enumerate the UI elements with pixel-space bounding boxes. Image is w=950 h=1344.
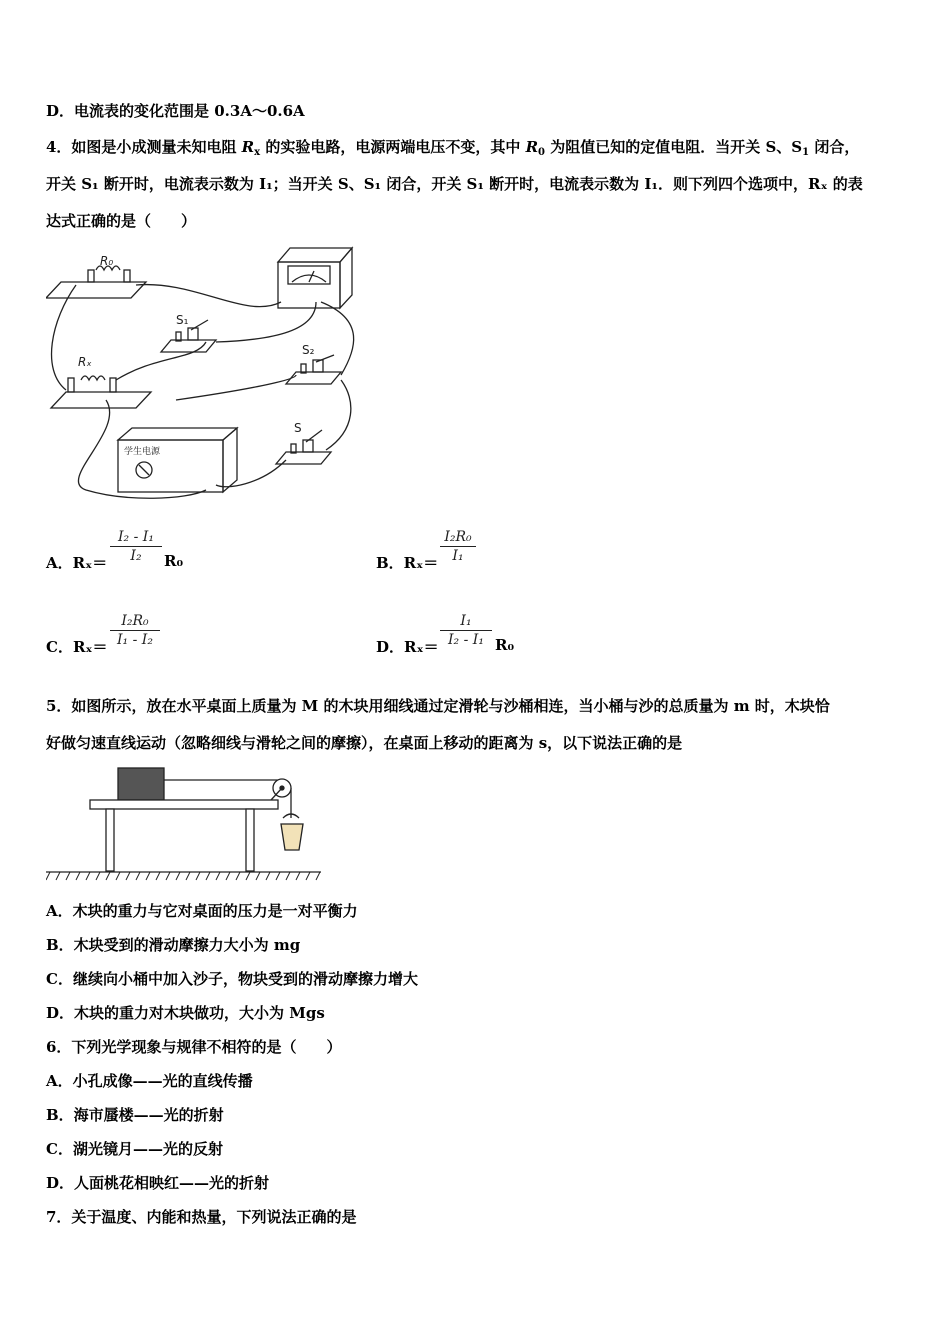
svg-text:S₁: S₁ [176, 313, 189, 327]
q3-option-d: D．电流表的变化范围是 0.3A～0.6A [46, 102, 305, 120]
q6-option-b: B．海市蜃楼——光的折射 [46, 1106, 224, 1124]
q5-option-c: C．继续向小桶中加入沙子，物块受到的滑动摩擦力增大 [46, 970, 418, 988]
q4-stem-line1: 4．如图是小成测量未知电阻 $R_x$ 的实验电路，电源两端电压不变，其中 $R_0$ 为阻值已知的定值电阻．当开关 S、$S_1$ 闭合， [46, 138, 860, 158]
q5-option-b: B．木块受到的滑动摩擦力大小为 mg [46, 936, 301, 954]
q4-option-d-fraction: I₁ I₂ - I₁ [440, 612, 492, 649]
svg-text:Rₓ: Rₓ [78, 355, 92, 369]
q4-stem-line3: 达式正确的是（ ） [46, 212, 197, 230]
svg-text:学生电源: 学生电源 [124, 447, 161, 457]
svg-text:S₂: S₂ [302, 343, 315, 357]
q4-option-d-prefix: D．Rₓ＝ [376, 638, 439, 656]
q7-stem: 7．关于温度、内能和热量，下列说法正确的是 [46, 1208, 357, 1226]
svg-text:R₀: R₀ [100, 254, 114, 268]
q6-option-a: A．小孔成像——光的直线传播 [46, 1072, 253, 1090]
q4-option-b-prefix: B．Rₓ＝ [376, 554, 439, 572]
q4-option-b-fraction: I₂R₀ I₁ [440, 528, 476, 565]
q4-option-c-prefix: C．Rₓ＝ [46, 638, 108, 656]
q4-option-d-suffix: R₀ [495, 636, 515, 654]
q6-stem: 6．下列光学现象与规律不相符的是（ ） [46, 1038, 342, 1056]
q6-option-c: C．湖光镜月——光的反射 [46, 1140, 223, 1158]
q5-stem-line1: 5．如图所示，放在水平桌面上质量为 M 的木块用细线通过定滑轮与沙桶相连，当小桶与沙的总质量为 m 时，木块恰 [46, 697, 830, 715]
q5-option-a: A．木块的重力与它对桌面的压力是一对平衡力 [46, 902, 358, 920]
q4-option-c-fraction: I₂R₀ I₁ - I₂ [110, 612, 160, 649]
q5-table-figure [46, 762, 326, 887]
q6-option-d: D．人面桃花相映红——光的折射 [46, 1174, 270, 1192]
q5-option-d: D．木块的重力对木块做功，大小为 Mgs [46, 1004, 325, 1022]
q5-stem-line2: 好做匀速直线运动（忽略细线与滑轮之间的摩擦），在桌面上移动的距离为 s，以下说法正确的是 [46, 734, 683, 752]
svg-text:S: S [294, 421, 302, 435]
q4-circuit-figure [46, 240, 366, 505]
q4-option-a-suffix: R₀ [164, 552, 184, 570]
q4-option-a-prefix: A．Rₓ＝ [46, 554, 108, 572]
q4-option-a-fraction: I₂ - I₁ I₂ [110, 528, 162, 565]
q4-stem-line2: 开关 S₁ 断开时，电流表示数为 I₁；当开关 S、S₁ 闭合，开关 S₁ 断开时，电流表示数为 I₁．则下列四个选项中，Rₓ 的表 [46, 175, 863, 193]
